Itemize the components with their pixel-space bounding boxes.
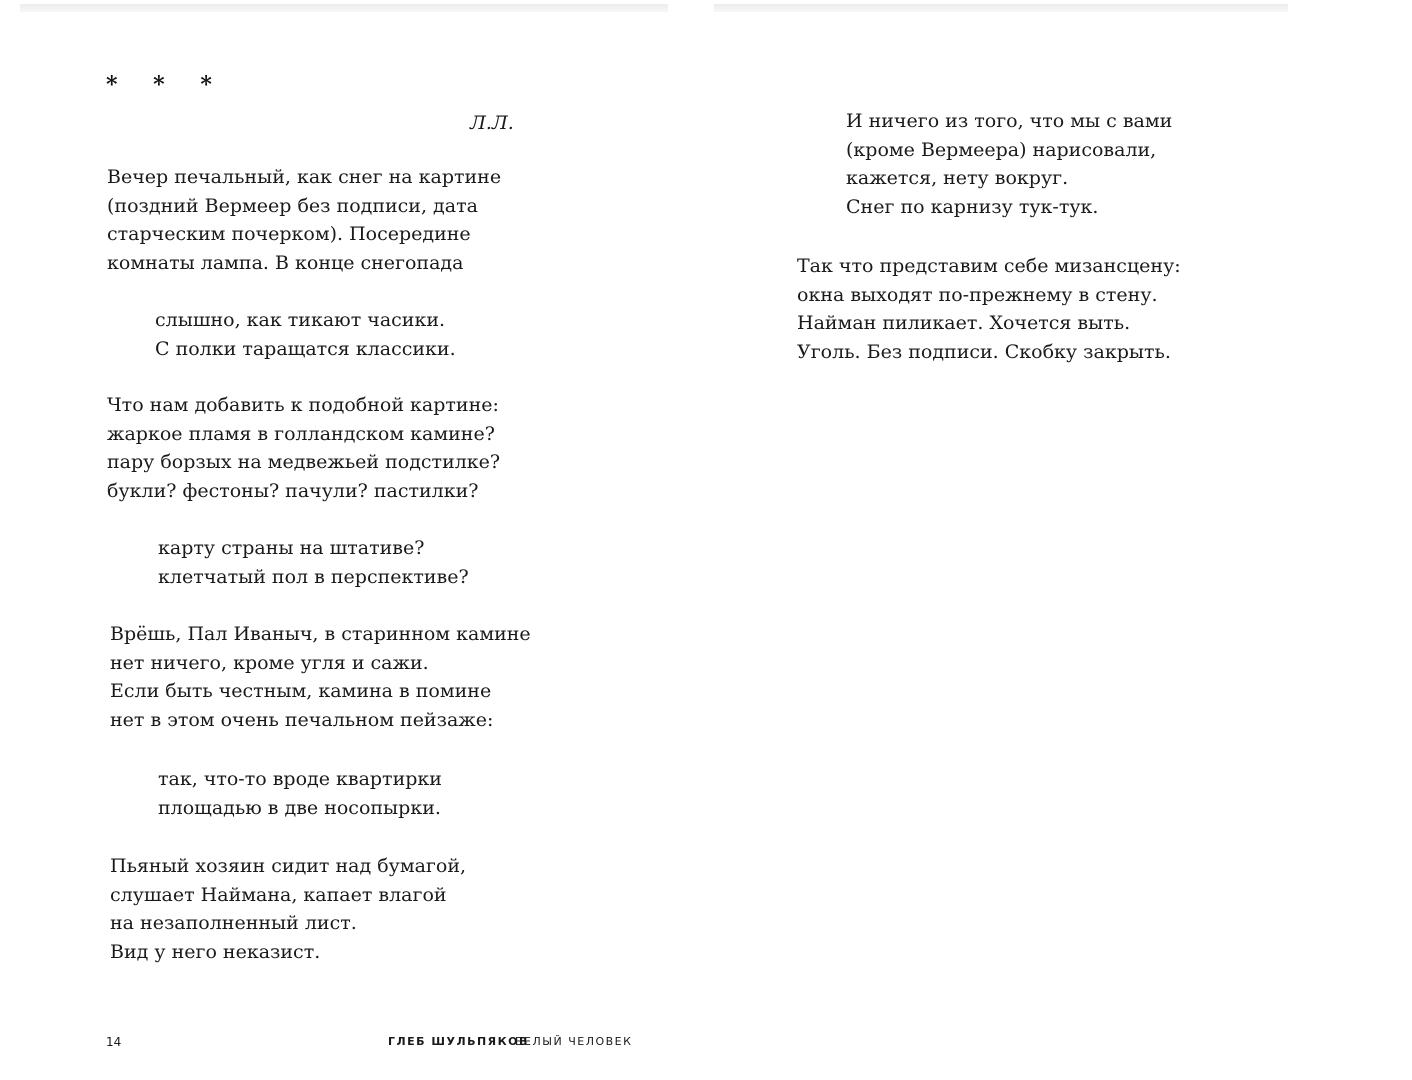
poem-line: нет в этом очень печальном пейзаже: [110, 708, 494, 731]
page-top-edge [714, 4, 1288, 12]
poem-line: комнаты лампа. В конце снегопада [107, 251, 464, 274]
stanza-7 [110, 852, 466, 966]
poem-line: И ничего из того, что мы с вами [846, 110, 1173, 132]
poem-line: Вид у него неказист. [110, 940, 321, 963]
stanza-4 [158, 534, 469, 591]
stanza-6 [158, 765, 442, 822]
poem-line: на незаполненный лист. [110, 912, 357, 935]
section-ornament: * * * [106, 72, 212, 98]
left-page [0, 0, 690, 1080]
right-page [700, 0, 1412, 1080]
poem-line: С полки таращатся классики. [155, 337, 456, 360]
poem-line: (кроме Вермеера) нарисовали, [846, 138, 1157, 161]
poem-line: карту страны на штативе? [158, 537, 425, 559]
poem-line: Уголь. Без подписи. Скобку закрыть. [797, 340, 1171, 363]
poem-line: Если быть честным, камина в помине [110, 680, 492, 703]
poem-line: слышно, как тикают часики. [155, 309, 446, 331]
poem-line: слушает Наймана, капает влагой [110, 883, 447, 906]
poem-line: Врёшь, Пал Иваныч, в старинном камине [110, 623, 531, 645]
poem-line: так, что-то вроде квартирки [158, 768, 442, 790]
running-footer-book-title: БЕЛЫЙ ЧЕЛОВЕК [515, 1035, 633, 1048]
stanza-5 [110, 620, 531, 734]
poem-line: (поздний Вермеер без подписи, дата [107, 194, 478, 217]
stanza-8 [846, 107, 1172, 221]
dedication: Л.Л. [470, 112, 514, 134]
page-top-edge [20, 4, 668, 12]
poem-line: Найман пиликает. Хочется выть. [797, 312, 1131, 335]
poem-line: старческим почерком). Посередине [107, 223, 471, 246]
poem-line: Так что представим себе мизансцену: [797, 255, 1181, 277]
poem-line: нет ничего, кроме угля и сажи. [110, 651, 429, 674]
poem-line: Что нам добавить к подобной картине: [107, 394, 499, 416]
stanza-3 [107, 391, 500, 505]
poem-line: Пьяный хозяин сидит над бумагой, [110, 855, 467, 877]
page-number: 14 [106, 1035, 122, 1049]
poem-line: пару борзых на медвежьей подстилке? [107, 451, 501, 474]
poem-line: букли? фестоны? пачули? пастилки? [107, 479, 479, 502]
poem-line: площадью в две носопырки. [158, 796, 441, 819]
poem-line: жаркое пламя в голландском камине? [107, 422, 495, 445]
poem-line: окна выходят по-прежнему в стену. [797, 283, 1158, 306]
stanza-1 [107, 163, 501, 277]
running-footer-author: ГЛЕБ ШУЛЬПЯКОВ [388, 1035, 529, 1048]
poem-line: кажется, нету вокруг. [846, 167, 1069, 190]
stanza-2 [155, 306, 456, 363]
poem-line: Вечер печальный, как снег на картине [107, 166, 502, 188]
poem-line: Снег по карнизу тук-тук. [846, 195, 1099, 218]
poem-line: клетчатый пол в перспективе? [158, 565, 469, 588]
stanza-9 [797, 252, 1181, 366]
